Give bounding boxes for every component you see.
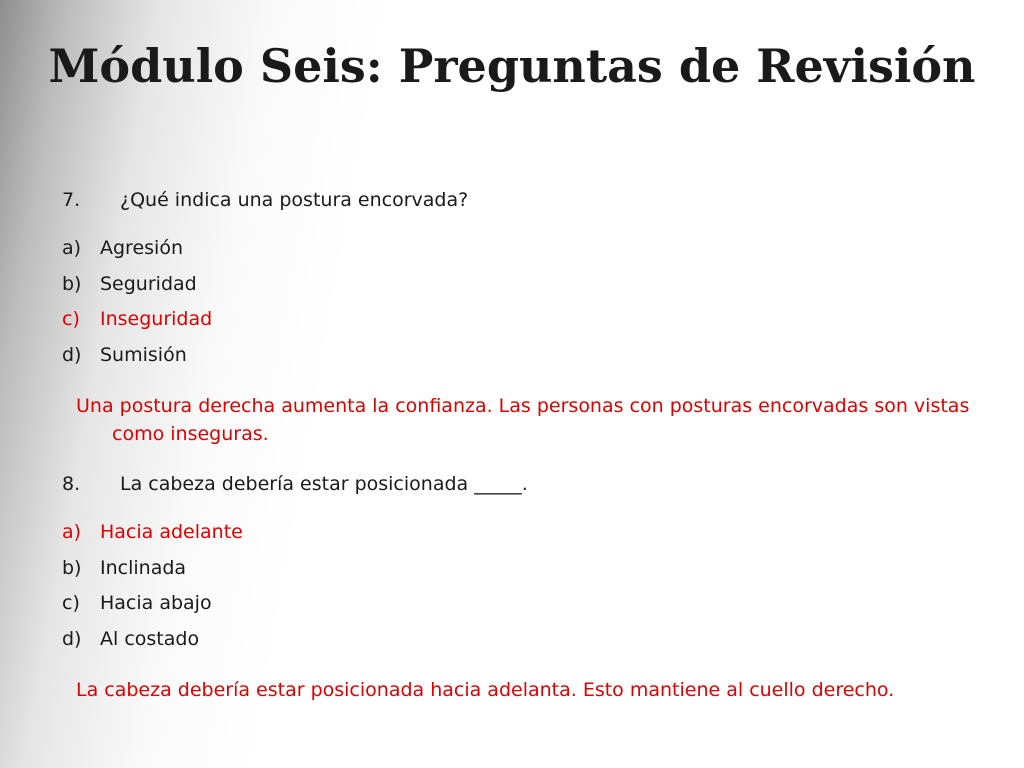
- options-q7: [62, 236, 212, 378]
- option-letter: a): [62, 237, 82, 259]
- option-c-correct: [62, 307, 212, 343]
- option-b: [62, 272, 212, 308]
- option-letter: c): [62, 592, 80, 614]
- option-text: Al costado: [100, 627, 200, 650]
- option-a: [62, 236, 212, 272]
- explanation-q7: Una postura derecha aumenta la confianza. Las personas con posturas encorvadas son vistas como inseguras.: [76, 395, 970, 445]
- options-q8: [62, 520, 243, 662]
- option-c: [62, 591, 243, 627]
- question-text: La cabeza debería estar posicionada _____.: [120, 473, 528, 495]
- option-text: Sumisión: [100, 343, 187, 366]
- question-number: 8.: [62, 473, 81, 495]
- option-d: [62, 627, 243, 663]
- option-letter: b): [62, 272, 82, 295]
- question-number: 7.: [62, 189, 81, 211]
- explanation-q8: La cabeza debería estar posicionada hacia adelanta. Esto mantiene al cuello derecho.: [76, 679, 895, 701]
- slide-title: Módulo Seis: Preguntas de Revisión: [48, 39, 976, 93]
- option-text: Inclinada: [100, 556, 187, 579]
- option-letter: a): [62, 521, 82, 543]
- option-a-correct: [62, 520, 243, 556]
- question-text: ¿Qué indica una postura encorvada?: [120, 189, 469, 211]
- option-text: Inseguridad: [100, 308, 213, 330]
- question-7: [62, 188, 468, 212]
- question-8: [62, 472, 528, 496]
- option-letter: d): [62, 627, 82, 650]
- option-letter: c): [62, 308, 80, 330]
- option-letter: d): [62, 343, 82, 366]
- option-d: [62, 343, 212, 379]
- option-text: Seguridad: [100, 272, 197, 295]
- option-text: Hacia abajo: [100, 592, 212, 614]
- option-text: Hacia adelante: [100, 521, 243, 543]
- option-letter: b): [62, 556, 82, 579]
- option-b: [62, 556, 243, 592]
- option-text: Agresión: [100, 237, 183, 259]
